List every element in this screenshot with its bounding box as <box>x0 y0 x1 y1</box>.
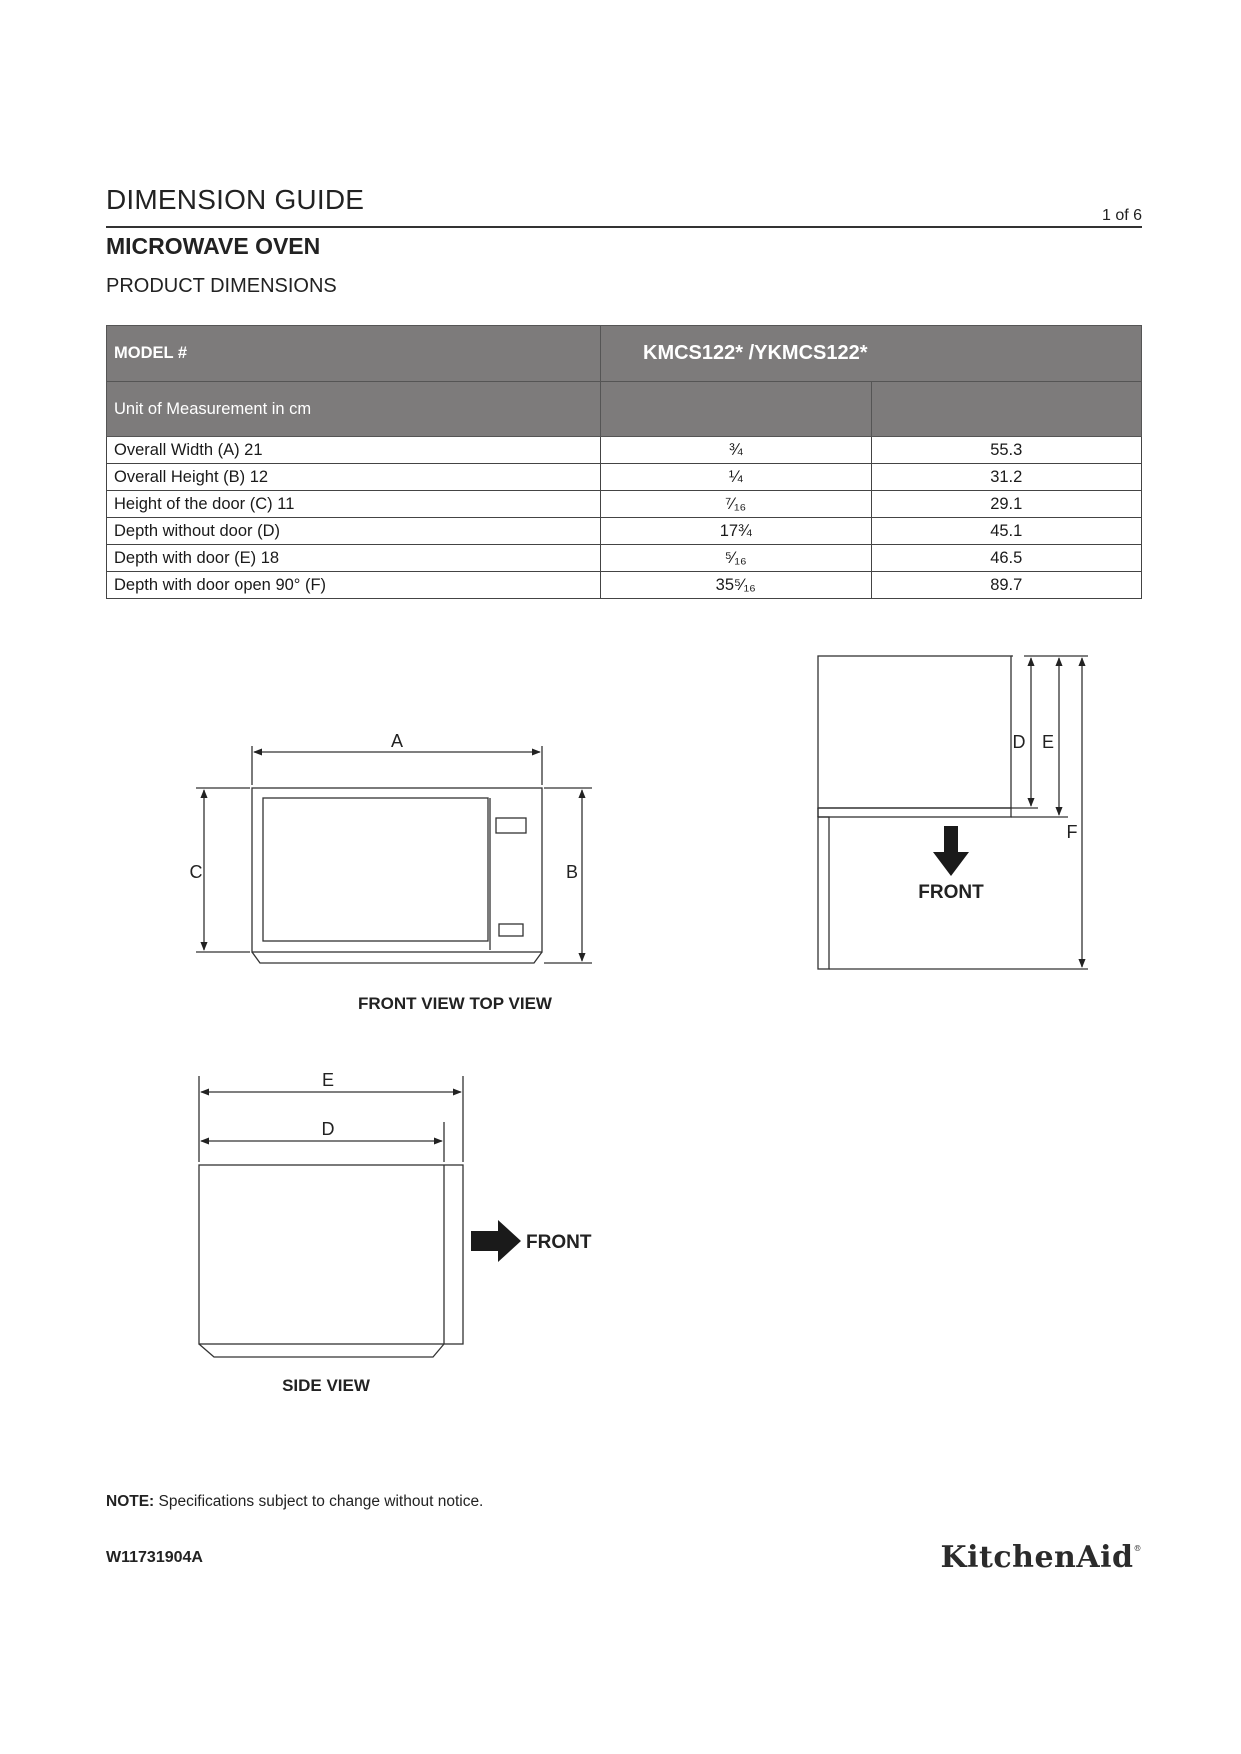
dim-f-label: F <box>1066 822 1078 842</box>
dim-e-label-side: E <box>321 1070 335 1090</box>
row-inches: ¾ <box>601 437 872 464</box>
front-arrow-right-icon <box>471 1220 521 1262</box>
top-view-drawing <box>818 656 1088 969</box>
section-heading: PRODUCT DIMENSIONS <box>106 275 337 297</box>
front-view-drawing <box>196 746 592 963</box>
note-text: Specifications subject to change without notice. <box>158 1493 484 1510</box>
dim-d-label-top: D <box>1012 732 1026 752</box>
page-indicator: 1 of 6 <box>1101 207 1142 224</box>
control-display <box>496 818 526 833</box>
dim-c-label: C <box>189 862 203 882</box>
dim-d-label-side: D <box>321 1119 335 1139</box>
page-title: DIMENSION GUIDE <box>106 184 365 215</box>
row-cm: 45.1 <box>871 518 1142 545</box>
row-cm: 55.3 <box>871 437 1142 464</box>
microwave-body-top <box>818 656 1011 808</box>
spec-note <box>106 1493 483 1511</box>
model-label: MODEL # <box>107 326 601 382</box>
row-cm: 89.7 <box>871 572 1142 599</box>
registered-mark: ® <box>1133 1544 1142 1553</box>
top-door-strip <box>818 808 1011 817</box>
row-label: Depth with door open 90° (F) <box>107 572 601 599</box>
row-label: Height of the door (C) 11 <box>107 491 601 518</box>
row-label: Depth without door (D) <box>107 518 601 545</box>
microwave-base-front <box>252 952 542 963</box>
row-label: Depth with door (E) 18 <box>107 545 601 572</box>
row-cm: 31.2 <box>871 464 1142 491</box>
row-inches: 17¾ <box>601 518 872 545</box>
row-cm: 29.1 <box>871 491 1142 518</box>
row-cm: 46.5 <box>871 545 1142 572</box>
product-name: MICROWAVE OVEN <box>106 233 321 259</box>
top-view-front-label: FRONT <box>918 882 984 903</box>
microwave-door-window <box>263 798 488 941</box>
dim-e-label-top: E <box>1041 732 1055 752</box>
dim-b-label: B <box>565 862 579 882</box>
open-door-panel <box>818 817 829 969</box>
brand-name: KitchenAid <box>940 1540 1134 1575</box>
dim-d-label-bg <box>1013 654 1024 672</box>
microwave-body-side <box>199 1165 463 1344</box>
row-inches: ⁵⁄₁₆ <box>601 545 872 572</box>
part-number: W11731904A <box>106 1549 203 1566</box>
dim-a-label: A <box>390 731 404 751</box>
row-label: Overall Height (B) 12 <box>107 464 601 491</box>
side-view-caption: SIDE VIEW <box>282 1376 370 1395</box>
door-button <box>499 924 523 936</box>
front-top-view-caption: FRONT VIEW TOP VIEW <box>358 994 552 1013</box>
row-label: Overall Width (A) 21 <box>107 437 601 464</box>
side-view-front-label: FRONT <box>526 1232 592 1253</box>
row-inches: ¼ <box>601 464 872 491</box>
note-label: NOTE: <box>106 1493 155 1510</box>
model-value: KMCS122* /YKMCS122* <box>601 326 1142 382</box>
row-inches: 35⁵⁄₁₆ <box>601 572 872 599</box>
row-inches: ⁷⁄₁₆ <box>601 491 872 518</box>
unit-label: Unit of Measurement in cm <box>107 382 601 437</box>
microwave-base-side <box>199 1344 444 1357</box>
front-arrow-down-icon <box>933 826 969 876</box>
brand-logo <box>941 1540 1142 1575</box>
